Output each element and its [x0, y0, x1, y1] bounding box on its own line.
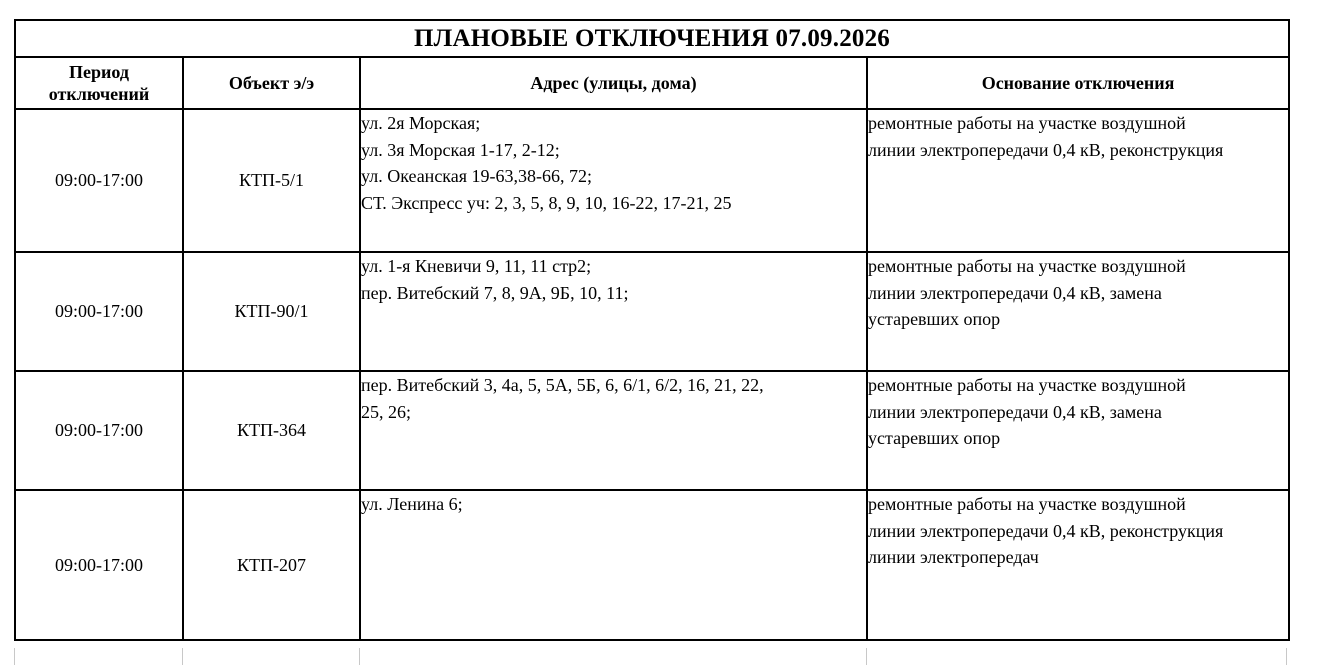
object-cell: КТП-364: [183, 371, 360, 490]
reason-line: ремонтные работы на участке воздушной: [868, 494, 1186, 514]
table-row: [15, 371, 1289, 490]
reason-cell: [867, 109, 1289, 252]
object-cell: КТП-207: [183, 490, 360, 640]
title-row: [15, 20, 1289, 57]
reason-line: ремонтные работы на участке воздушной: [868, 256, 1186, 276]
table-row: [15, 490, 1289, 640]
address-line: 25, 26;: [361, 401, 412, 422]
header-reason: Основание отключения: [867, 57, 1289, 109]
header-period-line-2: отключений: [48, 84, 150, 104]
address-line: ул. Ленина 6;: [361, 494, 463, 514]
reason-line: ремонтные работы на участке воздушной: [868, 113, 1186, 133]
grid-line: [14, 648, 15, 665]
reason-line: линии электропередачи 0,4 кВ, реконструкция: [868, 139, 1224, 160]
header-period-line-1: Период: [69, 62, 129, 82]
address-cell: [360, 490, 867, 640]
outage-table: [14, 19, 1290, 641]
header-address: Адрес (улицы, дома): [360, 57, 867, 109]
header-object: Объект э/э: [183, 57, 360, 109]
address-line: ул. 2я Морская;: [361, 113, 481, 133]
address-line: СТ. Экспресс уч: 2, 3, 5, 8, 9, 10, 16-22, 17-21, 25: [361, 192, 732, 213]
object-cell: КТП-5/1: [183, 109, 360, 252]
table-row: [15, 252, 1289, 371]
period-cell: 09:00-17:00: [15, 371, 183, 490]
period-cell: 09:00-17:00: [15, 109, 183, 252]
reason-line: ремонтные работы на участке воздушной: [868, 375, 1186, 395]
reason-cell: [867, 371, 1289, 490]
address-cell: [360, 109, 867, 252]
grid-line: [866, 648, 867, 665]
grid-line: [359, 648, 360, 665]
address-cell: [360, 371, 867, 490]
period-cell: 09:00-17:00: [15, 252, 183, 371]
outage-schedule: [14, 19, 1287, 641]
address-cell: [360, 252, 867, 371]
reason-line: линии электропередачи 0,4 кВ, реконструкция: [868, 520, 1224, 541]
reason-cell: [867, 252, 1289, 371]
header-row: [15, 57, 1289, 109]
address-line: ул. 3я Морская 1-17, 2-12;: [361, 139, 560, 160]
period-cell: 09:00-17:00: [15, 490, 183, 640]
grid-line: [1286, 648, 1287, 665]
grid-line: [182, 648, 183, 665]
reason-line: линии электропередачи 0,4 кВ, замена: [868, 401, 1162, 422]
address-line: ул. 1-я Кневичи 9, 11, 11 стр2;: [361, 256, 592, 276]
page-title: ПЛАНОВЫЕ ОТКЛЮЧЕНИЯ 07.09.2026: [15, 20, 1289, 57]
object-cell: КТП-90/1: [183, 252, 360, 371]
address-line: пер. Витебский 7, 8, 9А, 9Б, 10, 11;: [361, 282, 629, 303]
next-row-grid-lines: [14, 648, 1287, 665]
header-period: [15, 57, 183, 109]
address-line: ул. Океанская 19-63,38-66, 72;: [361, 166, 593, 186]
address-line: пер. Витебский 3, 4а, 5, 5А, 5Б, 6, 6/1, 6/2, 16, 21, 22,: [361, 375, 764, 395]
reason-cell: [867, 490, 1289, 640]
reason-line: линии электропередач: [868, 547, 1039, 567]
reason-line: устаревших опор: [868, 309, 1001, 329]
reason-line: устаревших опор: [868, 428, 1001, 448]
table-row: [15, 109, 1289, 252]
reason-line: линии электропередачи 0,4 кВ, замена: [868, 282, 1162, 303]
